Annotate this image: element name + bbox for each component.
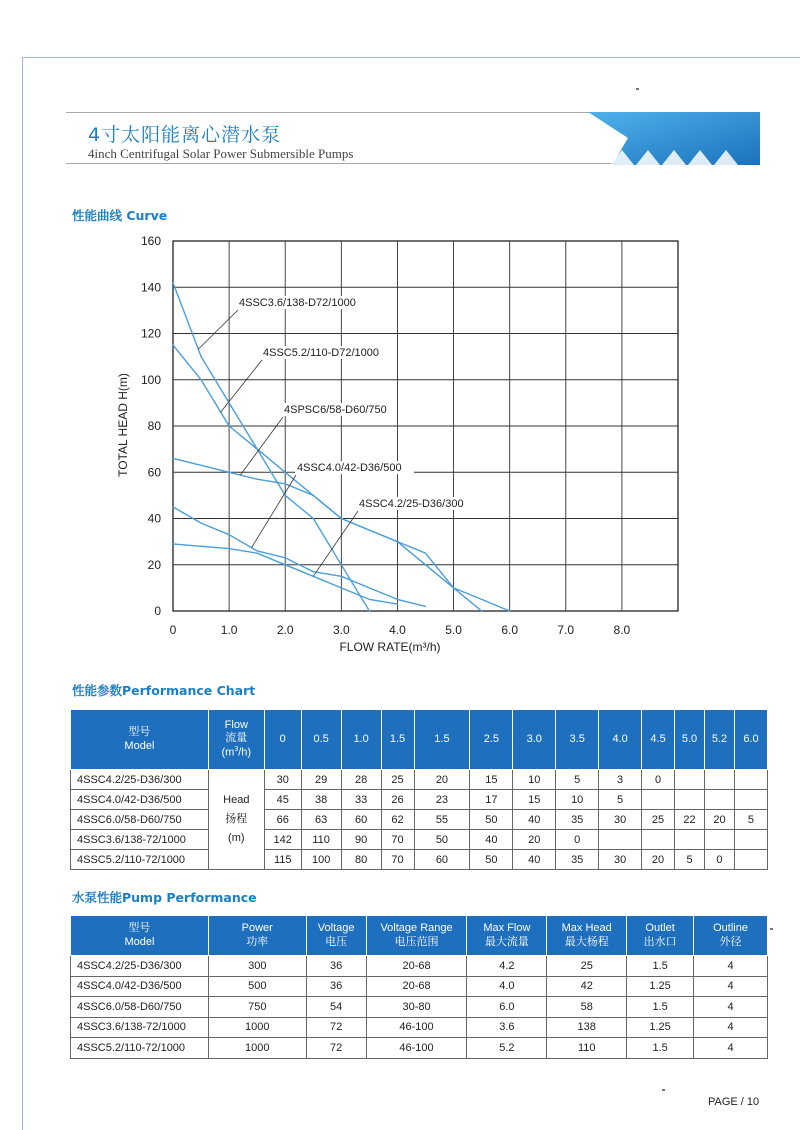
series-point: [425, 606, 426, 607]
perf-value-cell: 5: [556, 770, 599, 790]
perf-value-cell: 62: [381, 810, 414, 830]
perf-model-en: Model: [124, 739, 155, 752]
annotation-label: 4SSC5.2/110-D72/1000: [263, 347, 379, 359]
series-point: [200, 465, 201, 466]
performance-curve-chart: [100, 225, 700, 665]
perf-value-cell: 5: [734, 810, 767, 830]
pump-value-cell: 4: [694, 976, 768, 997]
pump-header-bottom: 功率: [246, 935, 269, 948]
x-tick-label: 4.0: [389, 623, 406, 637]
perf-value-cell: 70: [381, 830, 414, 850]
series-point: [341, 518, 342, 519]
perf-flow-unit-sup: 3: [234, 746, 239, 754]
series-line: [173, 507, 426, 607]
annotation-label: 4SSC4.2/25-D36/300: [359, 498, 464, 510]
series-point: [369, 529, 370, 530]
perf-value-cell: 3: [599, 770, 642, 790]
perf-value-cell: [675, 770, 705, 790]
perf-value-cell: 20: [704, 810, 734, 830]
perf-value-cell: 29: [301, 770, 341, 790]
pump-header-bottom: 出水口: [643, 935, 677, 948]
perf-value-cell: 40: [513, 850, 556, 870]
pump-value-cell: 4: [694, 956, 768, 977]
series-point: [172, 543, 173, 544]
annotation-leader: [313, 511, 358, 576]
pump-header-bottom: Model: [124, 935, 155, 948]
series-point: [369, 587, 370, 588]
perf-value-cell: 15: [513, 790, 556, 810]
series-point: [200, 523, 201, 524]
y-tick-label: 80: [147, 419, 161, 433]
pump-model-cell: 4SSC5.2/110-72/1000: [71, 1038, 209, 1059]
perf-value-cell: 30: [599, 850, 642, 870]
pump-model-cell: 4SSC4.0/42-D36/500: [71, 976, 209, 997]
series-point: [313, 518, 314, 519]
perf-value-cell: 63: [301, 810, 341, 830]
series-point: [229, 548, 230, 549]
curve-section-title: 性能曲线 Curve: [72, 208, 168, 223]
page-title-cn: 4寸太阳能离心潜水泵: [88, 124, 282, 146]
pump-value-cell: 72: [306, 1017, 366, 1038]
annotation-leader: [252, 475, 296, 548]
perf-value-cell: 23: [414, 790, 470, 810]
pump-value-cell: 36: [306, 976, 366, 997]
pump-header-cell: [208, 916, 306, 956]
y-tick-label: 40: [147, 511, 161, 526]
pump-value-cell: 1.5: [627, 997, 694, 1018]
series-point: [200, 546, 201, 547]
series-point: [285, 472, 286, 473]
series-line: [173, 345, 482, 611]
perf-value-cell: 0: [642, 770, 675, 790]
perf-table-row: [71, 850, 768, 870]
series-point: [285, 564, 286, 565]
pump-header-top: Max Flow: [483, 921, 531, 934]
perf-value-cell: 30: [264, 770, 301, 790]
pump-value-cell: 500: [208, 976, 306, 997]
perf-value-cell: 110: [301, 830, 341, 850]
pump-value-cell: 1.5: [627, 956, 694, 977]
perf-value-cell: 20: [642, 850, 675, 870]
pump-value-cell: 30-80: [366, 997, 467, 1018]
perf-table-row: [71, 810, 768, 830]
pump-header-top: Max Head: [561, 921, 612, 934]
perf-model-cell: 4SSC4.2/25-D36/300: [71, 770, 209, 790]
pump-model-cell: 4SSC4.2/25-D36/300: [71, 956, 209, 977]
series-point: [229, 472, 230, 473]
series-line: [173, 283, 369, 611]
series-point: [453, 587, 454, 588]
perf-flow-value-header: 1.5: [414, 710, 470, 770]
perf-value-cell: 30: [599, 810, 642, 830]
perf-model-cell: 4SSC4.0/42-D36/500: [71, 790, 209, 810]
series-point: [341, 576, 342, 577]
perf-table-row: [71, 790, 768, 810]
y-tick-label: 140: [140, 280, 161, 295]
perf-value-cell: 60: [414, 850, 470, 870]
perf-value-cell: 50: [470, 850, 513, 870]
pump-header-cell: [306, 916, 366, 956]
pump-value-cell: 54: [306, 997, 366, 1018]
perf-value-cell: 0: [704, 850, 734, 870]
series-point: [313, 495, 314, 496]
series-point: [172, 458, 173, 459]
perf-value-cell: [675, 830, 705, 850]
perf-value-cell: 100: [301, 850, 341, 870]
perf-value-cell: 45: [264, 790, 301, 810]
x-tick-label: 1.0: [220, 623, 238, 637]
perf-value-cell: [599, 830, 642, 850]
pump-value-cell: 110: [547, 1038, 627, 1059]
perf-value-cell: [734, 830, 767, 850]
y-axis-label: TOTAL HEAD H(m): [116, 373, 130, 477]
pump-header-cell: [366, 916, 467, 956]
perf-value-cell: [704, 770, 734, 790]
perf-value-cell: 70: [381, 850, 414, 870]
page-title-en: 4inch Centrifugal Solar Power Submersible Pumps: [88, 146, 354, 161]
perf-table-row: [71, 770, 768, 790]
pump-value-cell: 1.25: [627, 1017, 694, 1038]
scan-speck: [662, 1089, 665, 1091]
perf-value-cell: 20: [414, 770, 470, 790]
annotation-label: 4SSC3.6/138-D72/1000: [239, 297, 356, 309]
perf-value-cell: 10: [556, 790, 599, 810]
annotation-label: 4SPSC6/58-D60/750: [284, 404, 387, 416]
series-point: [509, 610, 510, 611]
perf-value-cell: 115: [264, 850, 301, 870]
series-point: [397, 599, 398, 600]
perf-header-row: [71, 710, 768, 770]
pump-value-cell: 4: [694, 997, 768, 1018]
pump-value-cell: 72: [306, 1038, 366, 1059]
pump-table-body: [71, 956, 768, 1059]
chart-ticks-group: [141, 234, 631, 637]
pump-model-cell: 4SSC6.0/58-D60/750: [71, 997, 209, 1018]
pump-model-cell: 4SSC3.6/138-72/1000: [71, 1017, 209, 1038]
series-point: [397, 603, 398, 604]
series-point: [397, 541, 398, 542]
pump-header-row: [71, 916, 768, 956]
perf-value-cell: [675, 790, 705, 810]
perf-flow-value-header: 1.5: [381, 710, 414, 770]
series-point: [369, 599, 370, 600]
perf-flow-value-header: 5.0: [675, 710, 705, 770]
perf-value-cell: 142: [264, 830, 301, 850]
perf-flow-value-header: 0.5: [301, 710, 341, 770]
series-point: [200, 356, 201, 357]
pump-header-bottom: 电压范围: [394, 935, 439, 948]
series-point: [172, 344, 173, 345]
perf-value-cell: 22: [675, 810, 705, 830]
series-point: [172, 282, 173, 283]
performance-chart-table: [70, 709, 768, 870]
pump-header-bottom: 电压: [325, 935, 348, 948]
y-tick-label: 160: [140, 234, 161, 248]
pump-value-cell: 4.2: [467, 956, 547, 977]
perf-value-cell: 25: [381, 770, 414, 790]
series-point: [257, 449, 258, 450]
perf-value-cell: 28: [341, 770, 381, 790]
scan-speck: [636, 88, 639, 90]
perf-value-cell: 33: [341, 790, 381, 810]
series-point: [257, 550, 258, 551]
series-point: [425, 564, 426, 565]
perf-head-cn: 扬程: [225, 813, 248, 825]
pump-header-bottom: 最大流量: [484, 935, 529, 948]
series-point: [285, 483, 286, 484]
perf-value-cell: 20: [513, 830, 556, 850]
perf-value-cell: [642, 830, 675, 850]
perf-value-cell: 25: [642, 810, 675, 830]
perf-value-cell: 50: [470, 810, 513, 830]
perf-flow-value-header: 3.5: [556, 710, 599, 770]
y-tick-label: 20: [147, 557, 161, 572]
x-tick-label: 3.0: [332, 623, 350, 637]
perf-value-cell: 10: [513, 770, 556, 790]
pump-value-cell: 750: [208, 997, 306, 1018]
perf-value-cell: 17: [470, 790, 513, 810]
perf-flow-unit-pre: (m: [221, 746, 235, 759]
perf-value-cell: 35: [556, 810, 599, 830]
perf-flow-value-header: 3.0: [513, 710, 556, 770]
pump-value-cell: 3.6: [467, 1017, 547, 1038]
series-point: [425, 553, 426, 554]
pump-header-cell: [694, 916, 768, 956]
perf-flow-value-header: 6.0: [734, 710, 767, 770]
pump-header-top: Voltage Range: [380, 921, 453, 934]
pump-header-cell: [627, 916, 694, 956]
pump-value-cell: 4.0: [467, 976, 547, 997]
perf-value-cell: [734, 770, 767, 790]
series-point: [229, 425, 230, 426]
pump-table-row: [71, 1017, 768, 1038]
pump-value-cell: 46-100: [366, 1038, 467, 1059]
frame-left-line: [22, 57, 23, 1130]
perf-flow-value-header: 4.5: [642, 710, 675, 770]
performance-chart-title: 性能参数Performance Chart: [72, 683, 256, 698]
perf-value-cell: [704, 790, 734, 810]
y-tick-label: 60: [147, 465, 161, 480]
perf-flow-header: [208, 710, 264, 770]
series-point: [285, 557, 286, 558]
pump-value-cell: 5.2: [467, 1038, 547, 1059]
pump-header-top: Voltage: [317, 921, 355, 934]
frame-top-line: [22, 57, 800, 58]
perf-flow-en: Flow: [224, 718, 248, 731]
pump-value-cell: 4: [694, 1017, 768, 1038]
perf-value-cell: 80: [341, 850, 381, 870]
perf-model-header: [71, 710, 209, 770]
pump-value-cell: 1.5: [627, 1038, 694, 1059]
annotation-label: 4SSC4.0/42-D36/500: [297, 462, 402, 474]
scan-speck: [770, 928, 773, 930]
perf-model-cn: 型号: [128, 725, 151, 738]
series-point: [172, 506, 173, 507]
perf-value-cell: 15: [470, 770, 513, 790]
pump-table-row: [71, 976, 768, 997]
pump-value-cell: 25: [547, 956, 627, 977]
series-point: [229, 534, 230, 535]
x-tick-label: 5.0: [445, 623, 462, 637]
pump-header-top: Outlet: [645, 921, 675, 934]
perf-value-cell: [734, 850, 767, 870]
perf-flow-value-header: 2.5: [470, 710, 513, 770]
perf-value-cell: 50: [414, 830, 470, 850]
pump-header-bottom: 外径: [719, 935, 742, 948]
header-decoration: [588, 112, 760, 165]
perf-value-cell: 90: [341, 830, 381, 850]
perf-value-cell: 0: [556, 830, 599, 850]
x-tick-label: 7.0: [557, 623, 575, 637]
series-point: [285, 495, 286, 496]
pump-value-cell: 20-68: [366, 956, 467, 977]
series-point: [341, 564, 342, 565]
perf-flow-cn: 流量: [225, 732, 248, 745]
perf-model-cell: 4SSC3.6/138-72/1000: [71, 830, 209, 850]
perf-flow-value-header: 0: [264, 710, 301, 770]
pump-value-cell: 1000: [208, 1038, 306, 1059]
series-point: [481, 599, 482, 600]
perf-value-cell: 35: [556, 850, 599, 870]
series-point: [313, 571, 314, 572]
pump-value-cell: 1.25: [627, 976, 694, 997]
pump-header-top: Power: [241, 921, 273, 934]
series-point: [341, 587, 342, 588]
x-tick-label: 2.0: [276, 623, 294, 637]
series-point: [200, 379, 201, 380]
pump-value-cell: 138: [547, 1017, 627, 1038]
pump-header-top: Outline: [713, 921, 748, 934]
x-tick-label: 6.0: [501, 623, 519, 637]
chart-annotations-group: [198, 296, 476, 576]
pump-table-row: [71, 956, 768, 977]
pump-header-cell: [71, 916, 209, 956]
series-point: [257, 479, 258, 480]
page-number: PAGE / 10: [708, 1096, 760, 1108]
perf-flow-value-header: 4.0: [599, 710, 642, 770]
perf-value-cell: 38: [301, 790, 341, 810]
perf-head-unit: (m): [228, 832, 245, 844]
perf-flow-value-header: 5.2: [704, 710, 734, 770]
perf-flow-value-header: 1.0: [341, 710, 381, 770]
perf-value-cell: 26: [381, 790, 414, 810]
perf-value-cell: 40: [470, 830, 513, 850]
y-tick-label: 120: [140, 326, 161, 341]
pump-table-row: [71, 1038, 768, 1059]
pump-header-cell: [547, 916, 627, 956]
pump-performance-table: [70, 915, 768, 1059]
x-tick-label: 0: [169, 623, 177, 637]
pump-value-cell: 300: [208, 956, 306, 977]
perf-table-body: [71, 770, 768, 870]
pump-value-cell: 58: [547, 997, 627, 1018]
y-tick-label: 0: [154, 604, 161, 618]
series-point: [369, 610, 370, 611]
perf-table-row: [71, 830, 768, 850]
pump-value-cell: 42: [547, 976, 627, 997]
perf-value-cell: 55: [414, 810, 470, 830]
perf-model-cell: 4SSC6.0/58-D60/750: [71, 810, 209, 830]
y-tick-label: 100: [140, 372, 161, 387]
pump-value-cell: 1000: [208, 1017, 306, 1038]
pump-value-cell: 36: [306, 956, 366, 977]
x-tick-label: 8.0: [613, 623, 631, 637]
x-axis-label: FLOW RATE(m³/h): [339, 640, 441, 654]
perf-value-cell: [642, 790, 675, 810]
perf-value-cell: 66: [264, 810, 301, 830]
pump-header-cell: [467, 916, 547, 956]
perf-value-cell: 5: [599, 790, 642, 810]
perf-flow-unit: [209, 746, 264, 760]
perf-value-cell: [734, 790, 767, 810]
perf-value-cell: 5: [675, 850, 705, 870]
perf-flow-unit-post: /h): [238, 746, 252, 759]
series-point: [257, 553, 258, 554]
perf-model-cell: 4SSC5.2/110-72/1000: [71, 850, 209, 870]
perf-value-cell: [704, 830, 734, 850]
perf-value-cell: 40: [513, 810, 556, 830]
pump-header-bottom: 最大杨程: [564, 935, 609, 948]
pump-performance-title: 水泵性能Pump Performance: [72, 890, 257, 905]
pump-header-top: 型号: [128, 921, 151, 934]
pump-value-cell: 4: [694, 1038, 768, 1059]
series-point: [481, 610, 482, 611]
perf-head-unit-cell: [208, 770, 264, 870]
perf-value-cell: 60: [341, 810, 381, 830]
annotation-leader: [198, 310, 238, 349]
perf-head-en: Head: [223, 794, 250, 806]
annotation-leader: [221, 360, 262, 412]
pump-table-row: [71, 997, 768, 1018]
pump-value-cell: 20-68: [366, 976, 467, 997]
pump-value-cell: 46-100: [366, 1017, 467, 1038]
pump-value-cell: 6.0: [467, 997, 547, 1018]
